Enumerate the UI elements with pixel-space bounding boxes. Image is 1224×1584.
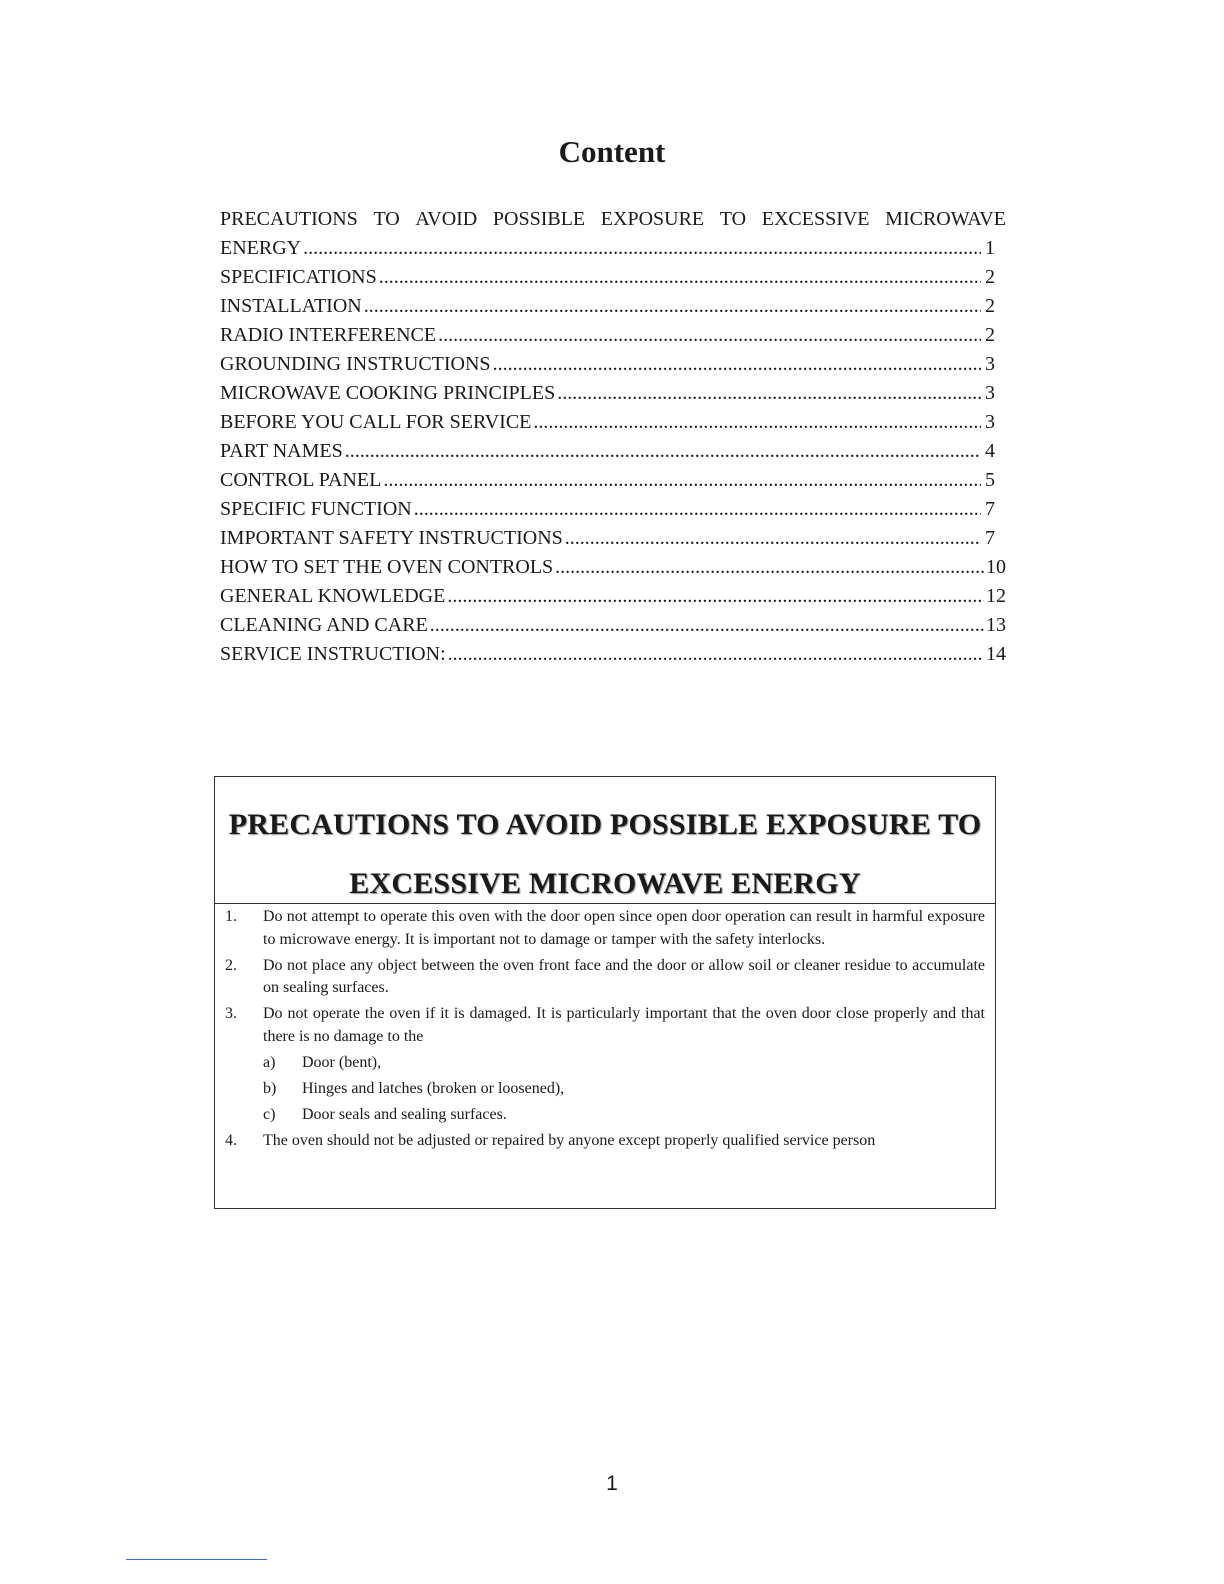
toc-leader-dots: [364, 292, 981, 321]
toc-leader-dots: [438, 321, 981, 350]
list-item: [225, 1130, 985, 1153]
toc-leader-dots: [533, 408, 981, 437]
toc-leader-dots: [303, 234, 981, 263]
list-item-number: 2.: [225, 956, 237, 974]
sub-list-item: [225, 1104, 985, 1127]
toc-entry-label: HOW TO SET THE OVEN CONTROLS: [220, 556, 554, 578]
toc-entry-page: 1: [985, 237, 995, 259]
toc-entry-page: 13: [986, 614, 1006, 636]
toc-entry[interactable]: [220, 611, 1006, 640]
toc-entry-page: 2: [985, 324, 995, 346]
toc-entry-label: RADIO INTERFERENCE: [220, 324, 437, 346]
toc-entry-page: 5: [985, 469, 995, 491]
toc-leader-dots: [493, 350, 981, 379]
toc-entry-label: GROUNDING INSTRUCTIONS: [220, 353, 491, 375]
toc-leader-dots: [379, 263, 981, 292]
toc-word: MICROWAVE: [885, 208, 1006, 230]
page-number: 1: [606, 1472, 618, 1495]
toc-entry[interactable]: [220, 263, 995, 292]
toc-entry-label: CLEANING AND CARE: [220, 614, 428, 636]
toc-entry[interactable]: [220, 582, 1006, 611]
sub-list-item-text: Hinges and latches (broken or loosened),: [302, 1079, 565, 1097]
toc-entry[interactable]: [220, 437, 995, 466]
toc-entry-label: SPECIFIC FUNCTION: [220, 498, 412, 520]
toc-entry-first-line: [220, 205, 1006, 234]
list-item: [225, 955, 985, 1000]
toc-entry-page: 14: [986, 643, 1006, 665]
toc-word: POSSIBLE: [492, 208, 586, 230]
toc-entry[interactable]: [220, 640, 1006, 669]
toc-entry-page: 3: [985, 411, 995, 433]
toc-entry-page: 4: [985, 440, 995, 462]
table-of-contents: [220, 205, 1006, 669]
toc-leader-dots: [557, 379, 981, 408]
list-item-number: 3.: [225, 1005, 237, 1022]
toc-entry-page: 7: [985, 527, 995, 549]
toc-entry[interactable]: [220, 234, 995, 263]
toc-entry-label: MICROWAVE COOKING PRINCIPLES: [220, 382, 556, 404]
toc-word: AVOID: [415, 208, 478, 230]
sub-list-item-text: Door (bent),: [302, 1053, 382, 1071]
toc-leader-dots: [447, 582, 984, 611]
toc-entry-label: GENERAL KNOWLEDGE: [220, 585, 446, 607]
toc-entry[interactable]: [220, 379, 995, 408]
toc-entry-label: INSTALLATION: [220, 295, 362, 317]
toc-entry-page: 10: [986, 556, 1006, 578]
toc-entry[interactable]: [220, 408, 995, 437]
toc-leader-dots: [555, 553, 984, 582]
toc-word: PRECAUTIONS: [220, 208, 358, 230]
precautions-list: [215, 904, 995, 1152]
toc-entry-page: 3: [985, 353, 995, 375]
list-item-text: Do not place any object between the oven front face and the door or allow soil or cleaner residue to accumulate on sealing surfaces.: [263, 956, 985, 996]
toc-entry-label: ENERGY: [220, 237, 302, 259]
toc-leader-dots: [565, 524, 981, 553]
toc-entry-page: 12: [986, 585, 1006, 607]
list-item-text: Do not operate the oven if it is damaged. It is particularly important that the oven door close properly and that there is no damage to the: [263, 1005, 985, 1045]
toc-entry[interactable]: [220, 553, 1006, 582]
toc-entry-label: SERVICE INSTRUCTION:: [220, 643, 446, 665]
precautions-title-line: EXCESSIVE MICROWAVE ENERGY: [349, 867, 861, 900]
list-item-number: 4.: [225, 1131, 237, 1149]
toc-entry[interactable]: [220, 495, 995, 524]
page-title: Content: [558, 134, 666, 169]
toc-entry[interactable]: [220, 321, 995, 350]
toc-entry[interactable]: [220, 466, 995, 495]
toc-leader-dots: [448, 640, 984, 669]
toc-entry-label: BEFORE YOU CALL FOR SERVICE: [220, 411, 532, 433]
toc-entry[interactable]: [220, 524, 995, 553]
toc-leader-dots: [383, 466, 981, 495]
list-item: [225, 1003, 985, 1048]
sub-list-item-text: Door seals and sealing surfaces.: [302, 1105, 507, 1123]
toc-leader-dots: [430, 611, 984, 640]
list-item-number: 1.: [225, 908, 237, 925]
toc-entry-page: 3: [985, 382, 995, 404]
toc-entry-page: 2: [985, 295, 995, 317]
footnote-separator-line: [126, 1559, 267, 1560]
sub-list-item: [225, 1052, 985, 1075]
precautions-heading: [215, 777, 995, 904]
precautions-title-line: PRECAUTIONS TO AVOID POSSIBLE EXPOSURE TO: [228, 808, 982, 841]
toc-entry-page: 2: [985, 266, 995, 288]
toc-entry[interactable]: [220, 350, 995, 379]
toc-word: EXPOSURE: [600, 208, 705, 230]
list-item-text: Do not attempt to operate this oven with the door open since open door operation can result in harmful exposure to microwave energy. It is important not to damage or tamper with the safety interlocks.: [263, 908, 985, 948]
toc-word: TO: [719, 208, 747, 230]
toc-entry-label: PART NAMES: [220, 440, 343, 462]
sub-list-item: [225, 1078, 985, 1101]
list-item-text: The oven should not be adjusted or repaired by anyone except properly qualified service person: [263, 1131, 876, 1149]
toc-leader-dots: [414, 495, 981, 524]
toc-entry[interactable]: [220, 292, 995, 321]
sub-list-item-letter: a): [263, 1053, 276, 1071]
sub-list-item-letter: c): [263, 1105, 276, 1123]
microwave-precautions-box: [214, 776, 996, 1209]
list-item: [225, 906, 985, 951]
toc-word: TO: [373, 208, 400, 230]
toc-entry-label: IMPORTANT SAFETY INSTRUCTIONS: [220, 527, 563, 549]
toc-word: EXCESSIVE: [761, 208, 870, 230]
toc-entry-label: CONTROL PANEL: [220, 469, 382, 491]
toc-entry-page: 7: [985, 498, 995, 520]
toc-entry-label: SPECIFICATIONS: [220, 266, 377, 288]
toc-leader-dots: [345, 437, 981, 466]
sub-list-item-letter: b): [263, 1079, 277, 1097]
